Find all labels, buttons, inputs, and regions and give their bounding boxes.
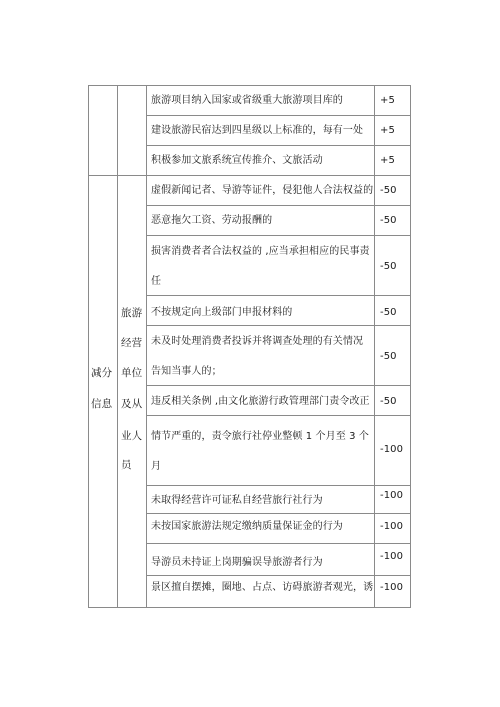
score-value: -100 — [380, 521, 404, 532]
column-divider — [117, 85, 118, 608]
subject-label: 经营 — [121, 337, 143, 349]
subject-label: 业人 — [121, 430, 143, 442]
item-text: 任 — [151, 276, 162, 287]
category-label: 信息 — [91, 398, 113, 410]
table-left-border — [88, 85, 89, 608]
subject-label: 单位 — [121, 367, 143, 379]
item-text: 虚假新闻记者、导游等证件，侵犯他人合法权益的 — [151, 185, 374, 196]
score-value: -50 — [380, 185, 397, 196]
row-divider — [146, 145, 411, 146]
section-divider — [88, 175, 411, 176]
item-text: 景区擅自摆摊，圈地、占点、访碍旅游者观光，诱 — [151, 582, 374, 593]
score-value: +5 — [380, 95, 395, 106]
subject-label: 员 — [121, 459, 132, 471]
score-value: -100 — [380, 490, 404, 501]
column-divider — [374, 85, 375, 608]
score-value: +5 — [380, 155, 395, 166]
score-value: -100 — [380, 551, 404, 562]
score-value: +5 — [380, 125, 395, 136]
row-divider — [146, 115, 411, 116]
row-divider — [146, 235, 411, 236]
row-divider — [146, 513, 411, 514]
item-text: 不按规定向上级部门申报材料的 — [151, 307, 293, 318]
row-divider — [146, 543, 411, 544]
column-divider — [146, 85, 147, 608]
item-text: 损害消费者者合法权益的 ,应当承担相应的民事责 — [151, 246, 370, 257]
item-text: 导游员未持证上岗期骗误导旅游者行为 — [151, 557, 323, 568]
score-value: -50 — [380, 351, 397, 362]
table-bottom-border — [88, 607, 411, 608]
item-text: 情节严重的，责令旅行社停业整顿 1 个月至 3 个 — [151, 431, 369, 442]
item-text: 积极参加文旅系统宣传推介、文旅活动 — [151, 155, 323, 166]
item-text: 违反相关条例 ,由文化旅游行政管理部门责令改正 — [151, 396, 370, 407]
row-divider — [146, 575, 411, 576]
row-divider — [146, 485, 411, 486]
item-text: 建设旅游民宿达到四星级以上标准的，每有一处 — [151, 125, 364, 136]
category-label: 减分 — [91, 367, 113, 379]
item-text: 未取得经营许可证私自经营旅行社行为 — [151, 495, 323, 506]
table-right-border — [410, 85, 411, 608]
score-value: -50 — [380, 215, 397, 226]
table-top-border — [88, 85, 411, 86]
subject-label: 旅游 — [121, 307, 143, 319]
item-text: 旅游项目纳入国家或省级重大旅游项目库的 — [151, 95, 343, 106]
row-divider — [146, 295, 411, 296]
score-value: -50 — [380, 396, 397, 407]
item-text: 未按国家旅游法规定缴纳质量保证金的行为 — [151, 521, 343, 532]
score-value: -100 — [380, 582, 404, 593]
row-divider — [146, 205, 411, 206]
score-value: -50 — [380, 307, 397, 318]
item-text: 告知当事人的； — [151, 366, 222, 377]
row-divider — [146, 415, 411, 416]
item-text: 未及时处理消费者投诉并将调查处理的有关情况 — [151, 336, 364, 347]
item-text: 月 — [151, 461, 162, 472]
item-text: 恶意拖欠工资、劳动报酬的 — [151, 215, 273, 226]
score-value: -100 — [380, 444, 404, 455]
row-divider — [146, 325, 411, 326]
subject-label: 及从 — [121, 398, 143, 410]
row-divider — [146, 385, 411, 386]
score-value: -50 — [380, 261, 397, 272]
